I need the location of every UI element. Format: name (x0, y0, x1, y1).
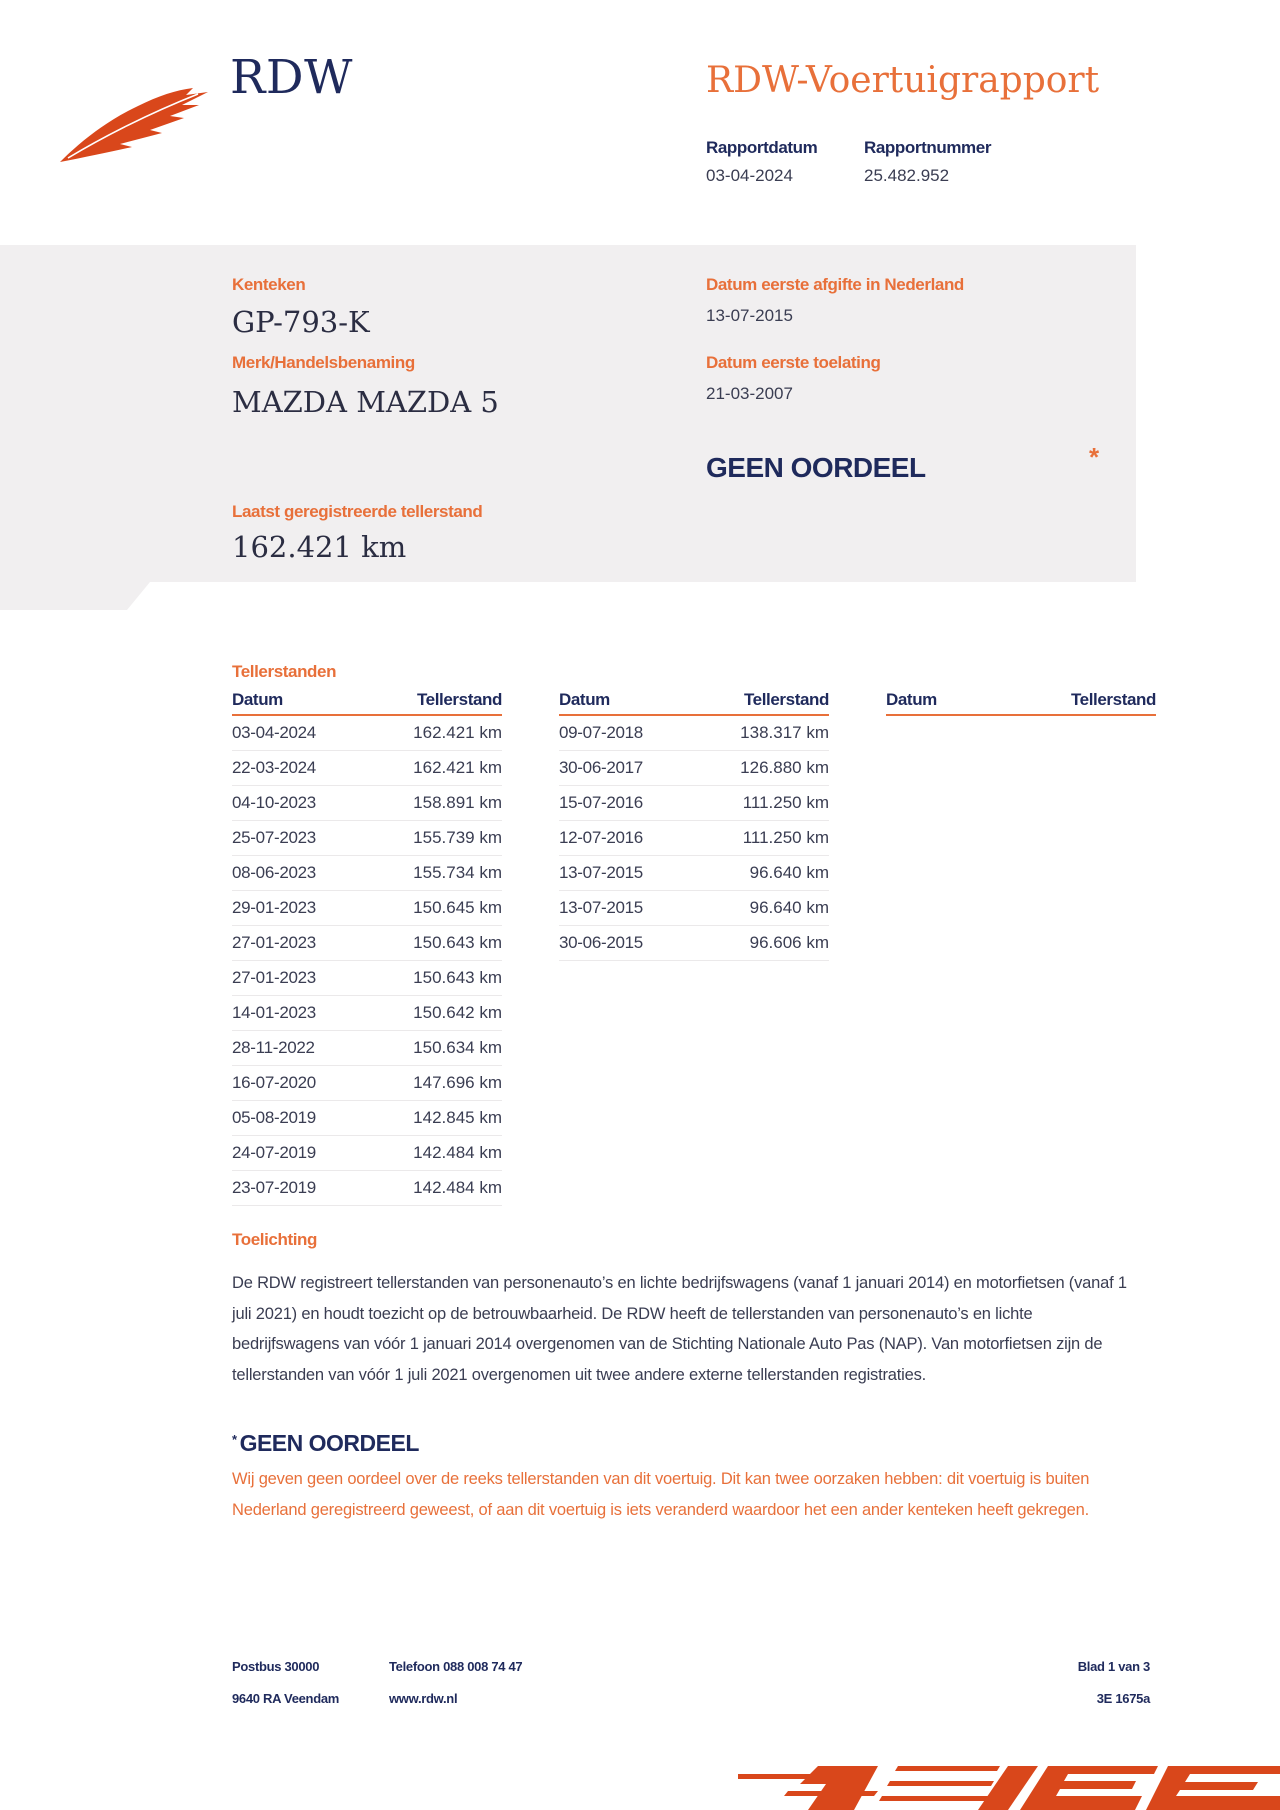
report-number-label: Rapportnummer (864, 138, 992, 157)
table-row (232, 786, 502, 821)
report-date-value: 03-04-2024 (706, 166, 793, 185)
reading-date: 24-07-2019 (232, 1143, 316, 1162)
reading-km: 138.317 km (740, 723, 829, 742)
table-row (232, 961, 502, 996)
brand-value: MAZDA MAZDA 5 (232, 385, 499, 419)
note-text: Wij geven geen oordeel over de reeks tellerstanden van dit voertuig. Dit kan twee oorzaken hebben: dit voertuig is buiten Nederland geregistreerd geweest, of aan dit voertuig is iets veranderd waardoor het een ander kenteken heeft gekregen. (232, 1470, 1090, 1519)
odometer-table-1 (232, 690, 502, 1206)
table-row (559, 856, 829, 891)
explanation-text: De RDW registreert tellerstanden van personenauto’s en lichte bedrijfswagens (vanaf 1 januari 2014) en motorfietsen (vanaf 1 juli 2021) en houdt toezicht op de betrouwbaarheid. De RDW heeft de tellerstanden van personenauto’s en lichte bedrijfswagens van vóór 1 januari 2014 overgenomen van de Stichting Nationale Auto Pas (NAP). Van motorfietsen zijn de tellerstanden van vóór 1 juli 2021 overgenomen uit twee andere externe tellerstanden registraties. (232, 1274, 1127, 1384)
first-admission-value: 21-03-2007 (706, 384, 793, 403)
reading-date: 16-07-2020 (232, 1073, 316, 1092)
odometer-table-header (559, 690, 829, 716)
odometer-table-header (886, 690, 1156, 716)
odometer-rows (232, 716, 502, 1206)
odometer-rows (559, 716, 829, 961)
reading-km: 142.484 km (413, 1178, 502, 1197)
date-column-header: Datum (559, 690, 610, 709)
table-row (232, 996, 502, 1031)
decorative-stripes-icon (738, 1760, 1280, 1810)
first-admission-label: Datum eerste toelating (706, 353, 881, 372)
reading-column-header: Tellerstand (743, 690, 829, 709)
rdw-logo-icon (58, 78, 210, 164)
reading-km: 150.642 km (413, 1003, 502, 1022)
reading-date: 08-06-2023 (232, 863, 316, 882)
table-row (559, 821, 829, 856)
vehicle-summary-panel (0, 245, 1136, 610)
report-number-block (864, 138, 1014, 186)
table-row (559, 716, 829, 751)
reading-date: 13-07-2015 (559, 863, 643, 882)
report-title: RDW-Voertuigrapport (706, 60, 1100, 101)
reading-date: 05-08-2019 (232, 1108, 316, 1127)
reading-date: 29-01-2023 (232, 898, 316, 917)
odometer-table-header (232, 690, 502, 716)
note-heading (232, 1430, 419, 1457)
last-odometer-value: 162.421 km (232, 530, 407, 564)
table-row (232, 716, 502, 751)
table-row (232, 891, 502, 926)
reading-km: 142.484 km (413, 1143, 502, 1162)
reading-km: 96.640 km (749, 863, 829, 882)
table-row (559, 926, 829, 961)
first-nl-value: 13-07-2015 (706, 306, 793, 325)
reading-date: 27-01-2023 (232, 933, 316, 952)
table-row (232, 1136, 502, 1171)
table-row (232, 856, 502, 891)
reading-date: 22-03-2024 (232, 758, 316, 777)
reading-km: 158.891 km (413, 793, 502, 812)
reading-column-header: Tellerstand (416, 690, 502, 709)
reading-date: 03-04-2024 (232, 723, 316, 742)
table-row (232, 1171, 502, 1206)
reading-date: 12-07-2016 (559, 828, 643, 847)
odometer-table-2 (559, 690, 829, 961)
table-row (232, 1066, 502, 1101)
table-row (559, 891, 829, 926)
odometer-table-3 (886, 690, 1156, 716)
reading-km: 155.734 km (413, 863, 502, 882)
footer-website[interactable]: www.rdw.nl (389, 1691, 458, 1706)
reading-date: 14-01-2023 (232, 1003, 316, 1022)
reading-km: 150.643 km (413, 933, 502, 952)
table-row (232, 751, 502, 786)
footer-phone: Telefoon 088 008 74 47 (389, 1659, 523, 1674)
reading-date: 25-07-2023 (232, 828, 316, 847)
reading-date: 28-11-2022 (232, 1038, 315, 1057)
reading-km: 150.643 km (413, 968, 502, 987)
table-row (559, 786, 829, 821)
reading-date: 04-10-2023 (232, 793, 316, 812)
report-number-value: 25.482.952 (864, 166, 950, 185)
date-column-header: Datum (886, 690, 937, 709)
reading-column-header: Tellerstand (1070, 690, 1156, 709)
first-nl-label: Datum eerste afgifte in Nederland (706, 275, 964, 294)
verdict-footnote-marker: * (1089, 442, 1100, 472)
footer-city: 9640 RA Veendam (232, 1691, 340, 1706)
plate-value: GP-793-K (232, 305, 370, 339)
verdict-text: GEEN OORDEEL (706, 452, 926, 483)
reading-km: 150.634 km (413, 1038, 502, 1057)
odometer-section-title: Tellerstanden (232, 662, 337, 681)
logo-text: RDW (230, 50, 353, 105)
footer-document-code: 3E 1675a (1096, 1691, 1150, 1706)
last-odometer-label: Laatst geregistreerde tellerstand (232, 502, 483, 521)
reading-date: 27-01-2023 (232, 968, 316, 987)
date-column-header: Datum (232, 690, 283, 709)
reading-km: 150.645 km (413, 898, 502, 917)
note-marker: * (232, 1432, 237, 1447)
table-row (232, 821, 502, 856)
reading-km: 111.250 km (742, 828, 829, 847)
reading-km: 111.250 km (742, 793, 829, 812)
reading-km: 147.696 km (413, 1073, 502, 1092)
reading-date: 30-06-2017 (559, 758, 643, 777)
explanation-title: Toelichting (232, 1230, 317, 1249)
table-row (232, 926, 502, 961)
reading-km: 142.845 km (413, 1108, 502, 1127)
reading-date: 15-07-2016 (559, 793, 643, 812)
table-row (232, 1031, 502, 1066)
report-date-block (706, 138, 856, 186)
footer-page-number: Blad 1 van 3 (1077, 1659, 1150, 1674)
reading-date: 30-06-2015 (559, 933, 643, 952)
reading-date: 13-07-2015 (559, 898, 643, 917)
report-date-label: Rapportdatum (706, 138, 818, 157)
reading-km: 162.421 km (413, 723, 502, 742)
note-title: GEEN OORDEEL (239, 1430, 419, 1456)
reading-km: 96.606 km (749, 933, 829, 952)
brand-label: Merk/Handelsbenaming (232, 353, 415, 372)
reading-km: 96.640 km (749, 898, 829, 917)
reading-km: 162.421 km (413, 758, 502, 777)
reading-km: 126.880 km (740, 758, 829, 777)
reading-km: 155.739 km (413, 828, 502, 847)
table-row (232, 1101, 502, 1136)
reading-date: 23-07-2019 (232, 1178, 316, 1197)
plate-label: Kenteken (232, 275, 306, 294)
reading-date: 09-07-2018 (559, 723, 643, 742)
footer-po-box: Postbus 30000 (232, 1659, 320, 1674)
table-row (559, 751, 829, 786)
